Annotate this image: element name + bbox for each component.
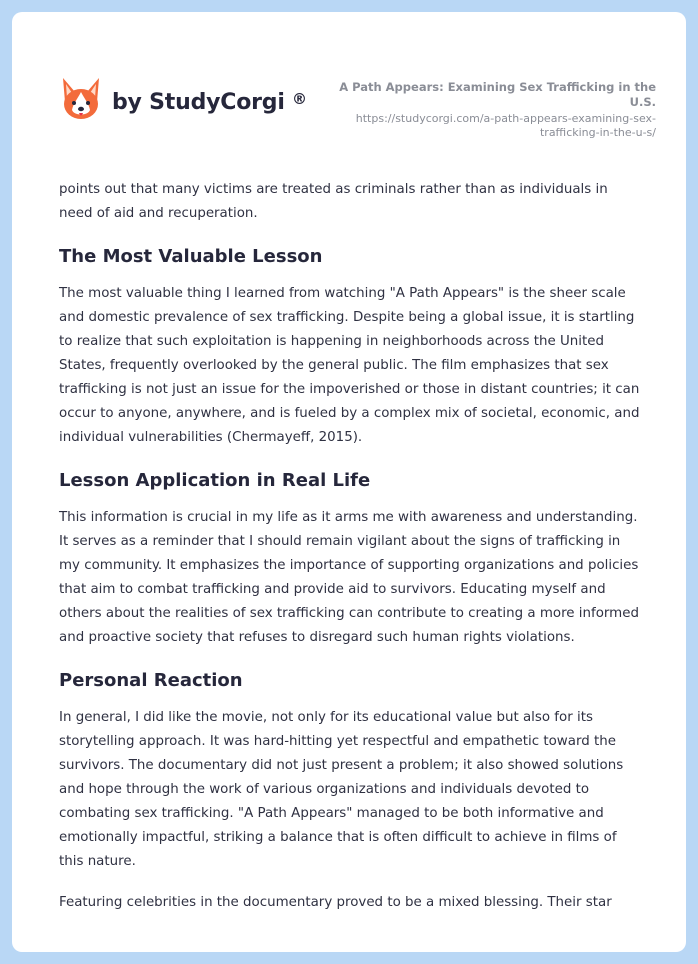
intro-paragraph: points out that many victims are treated as criminals rather than as individuals in need of aid and recuperation. xyxy=(59,182,608,221)
document-body xyxy=(59,178,641,915)
registered-mark: ® xyxy=(292,90,307,108)
section-heading-personal-reaction: Personal Reaction xyxy=(59,670,243,691)
document-page xyxy=(12,12,686,952)
logo-text: by StudyCorgi xyxy=(112,89,285,115)
section-heading-real-life: Lesson Application in Real Life xyxy=(59,470,371,491)
paragraph: In general, I did like the movie, not only for its educational value but also for its storytelling approach. It was hard-hitting yet respectful and empathetic toward the survivors. The documentary did not just present a problem; it also showed solutions and hope through the work of various organizations and individuals devoted to combating sex trafficking. "A Path Appears" managed to be both informative and emotionally impactful, striking a balance that is often difficult to achieve in films of this nature. xyxy=(59,710,624,869)
paragraph: The most valuable thing I learned from watching "A Path Appears" is the sheer scale and domestic prevalence of sex trafficking. Despite being a global issue, it is startling to realize that such exploitation is happening in neighborhoods across the United States, frequently overlooked by the general public. The film emphasizes that sex trafficking is not just an issue for the impoverished or those in distant countries; it can occur to anyone, anywhere, and is fueled by a complex mix of societal, economic, and individual vulnerabilities (Chermayeff, 2015). xyxy=(59,286,640,445)
paragraph: Featuring celebrities in the documentary proved to be a mixed blessing. Their star xyxy=(59,895,612,910)
section-heading-valuable-lesson: The Most Valuable Lesson xyxy=(59,246,323,267)
studycorgi-logo[interactable] xyxy=(60,76,307,122)
page-header xyxy=(12,12,686,152)
document-meta xyxy=(326,80,656,139)
corgi-icon xyxy=(60,76,102,122)
paragraph: This information is crucial in my life as it arms me with awareness and understanding. It serves as a reminder that I should remain vigilant about the signs of trafficking in my community. It emphasizes the importance of supporting organizations and policies that aim to combat trafficking and provide aid to survivors. Educating myself and others about the realities of sex trafficking can contribute to creating a more informed and proactive society that refuses to disregard such human rights violations. xyxy=(59,510,639,645)
document-title: A Path Appears: Examining Sex Trafficking in the U.S. xyxy=(339,80,656,109)
document-url[interactable]: https://studycorgi.com/a-path-appears-examining-sex-trafficking-in-the-u-s/ xyxy=(355,112,656,139)
